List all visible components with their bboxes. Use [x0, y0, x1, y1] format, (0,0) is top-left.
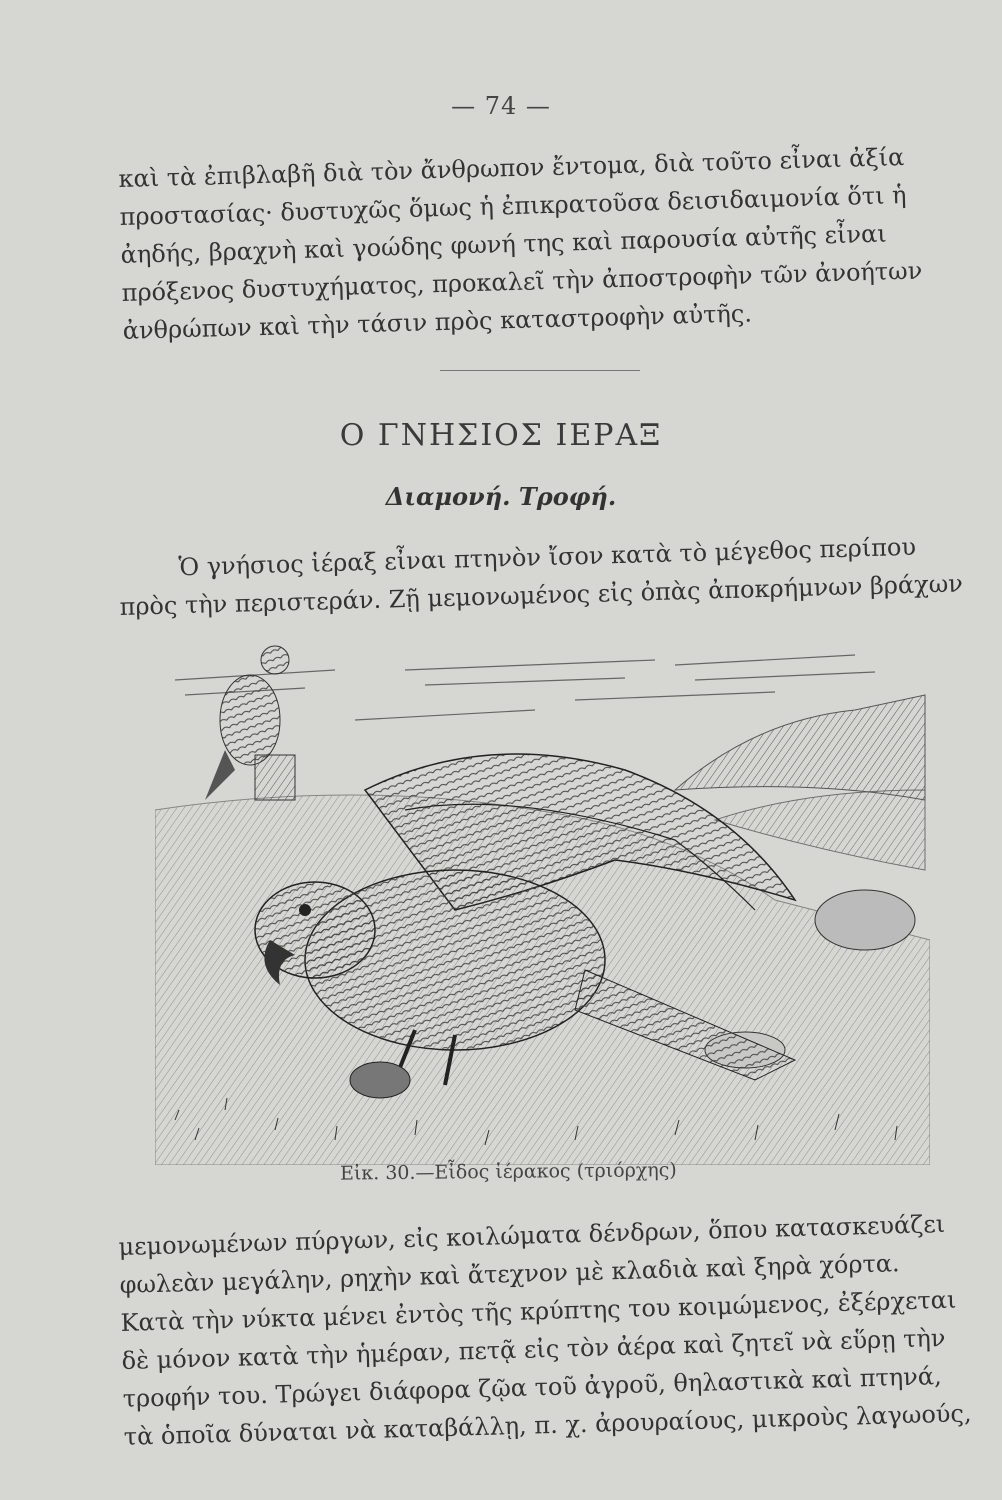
- text-line: δὲ μόνον κατὰ τὴν ἡμέραν, πετᾷ εἰς τὸν ἀέρα καὶ ζητεῖ νὰ εὕρῃ τὴν: [121, 1323, 946, 1375]
- section-divider: [440, 370, 640, 371]
- hawk-illustration: [155, 640, 930, 1165]
- section-subtitle: Διαμονή. Τροφή.: [385, 482, 617, 511]
- text-line: μεμονωμένων πύργων, εἰς κοιλώματα δένδρων, ὅπου κατασκευάζει: [118, 1209, 946, 1261]
- text-line: τροφήν του. Τρώγει διάφορα ζῷα τοῦ ἀγροῦ, θηλαστικὰ καὶ πτηνά,: [122, 1362, 943, 1413]
- figure-caption: Εἰκ. 30.—Εἶδος ἱέρακος (τριόρχης): [339, 1159, 677, 1185]
- text-line: Κατὰ τὴν νύκτα μένει ἐντὸς τῆς κρύπτης του κοιμώμενος, ἐξέρχεται: [120, 1285, 957, 1337]
- text-line: πρὸς τὴν περιστεράν. Ζῇ μεμονωμένος εἰς ὀπὰς ἀποκρήμνων βράχων: [119, 569, 964, 621]
- text-line: πρόξενος δυστυχήματος, προκαλεῖ τὴν ἀποστροφὴν τῶν ἀνοήτων: [121, 256, 923, 307]
- page-number: — 74 —: [451, 92, 551, 120]
- text-line: προστασίας· δυστυχῶς ὅμως ἡ ἐπικρατοῦσα δεισιδαιμονία ὅτι ἡ: [119, 181, 907, 231]
- text-line: φωλεὰν μεγάλην, ρηχὴν καὶ ἄτεχνον μὲ κλαδιὰ καὶ ξηρὰ χόρτα.: [119, 1249, 900, 1299]
- closing-paragraph: [118, 1205, 972, 1456]
- section-paragraph: [118, 527, 964, 626]
- text-line: τὰ ὁποῖα δύναται νὰ καταβάλλῃ, π. χ. ἀρουραίους, μικροὺς λαγωούς,: [123, 1399, 972, 1451]
- text-line: ἀηδής, βραχνὴ καὶ γοώδης φωνή της καὶ παρουσία αὐτῆς εἶναι: [120, 219, 887, 269]
- intro-paragraph: [118, 137, 963, 350]
- text-line: καὶ τὰ ἐπιβλαβῆ διὰ τὸν ἄνθρωπον ἔντομα, διὰ τοῦτο εἶναι ἀξία: [118, 143, 905, 193]
- section-title: Ο ΓΝΗΣΙΟΣ ΙΕΡΑΞ: [339, 418, 663, 453]
- text-line: ἀνθρώπων καὶ τὴν τάσιν πρὸς καταστροφὴν αὐτῆς.: [122, 299, 753, 345]
- text-line: Ὁ γνήσιος ἱέραξ εἶναι πτηνὸν ἴσον κατὰ τὸ μέγεθος περίπου: [178, 532, 917, 582]
